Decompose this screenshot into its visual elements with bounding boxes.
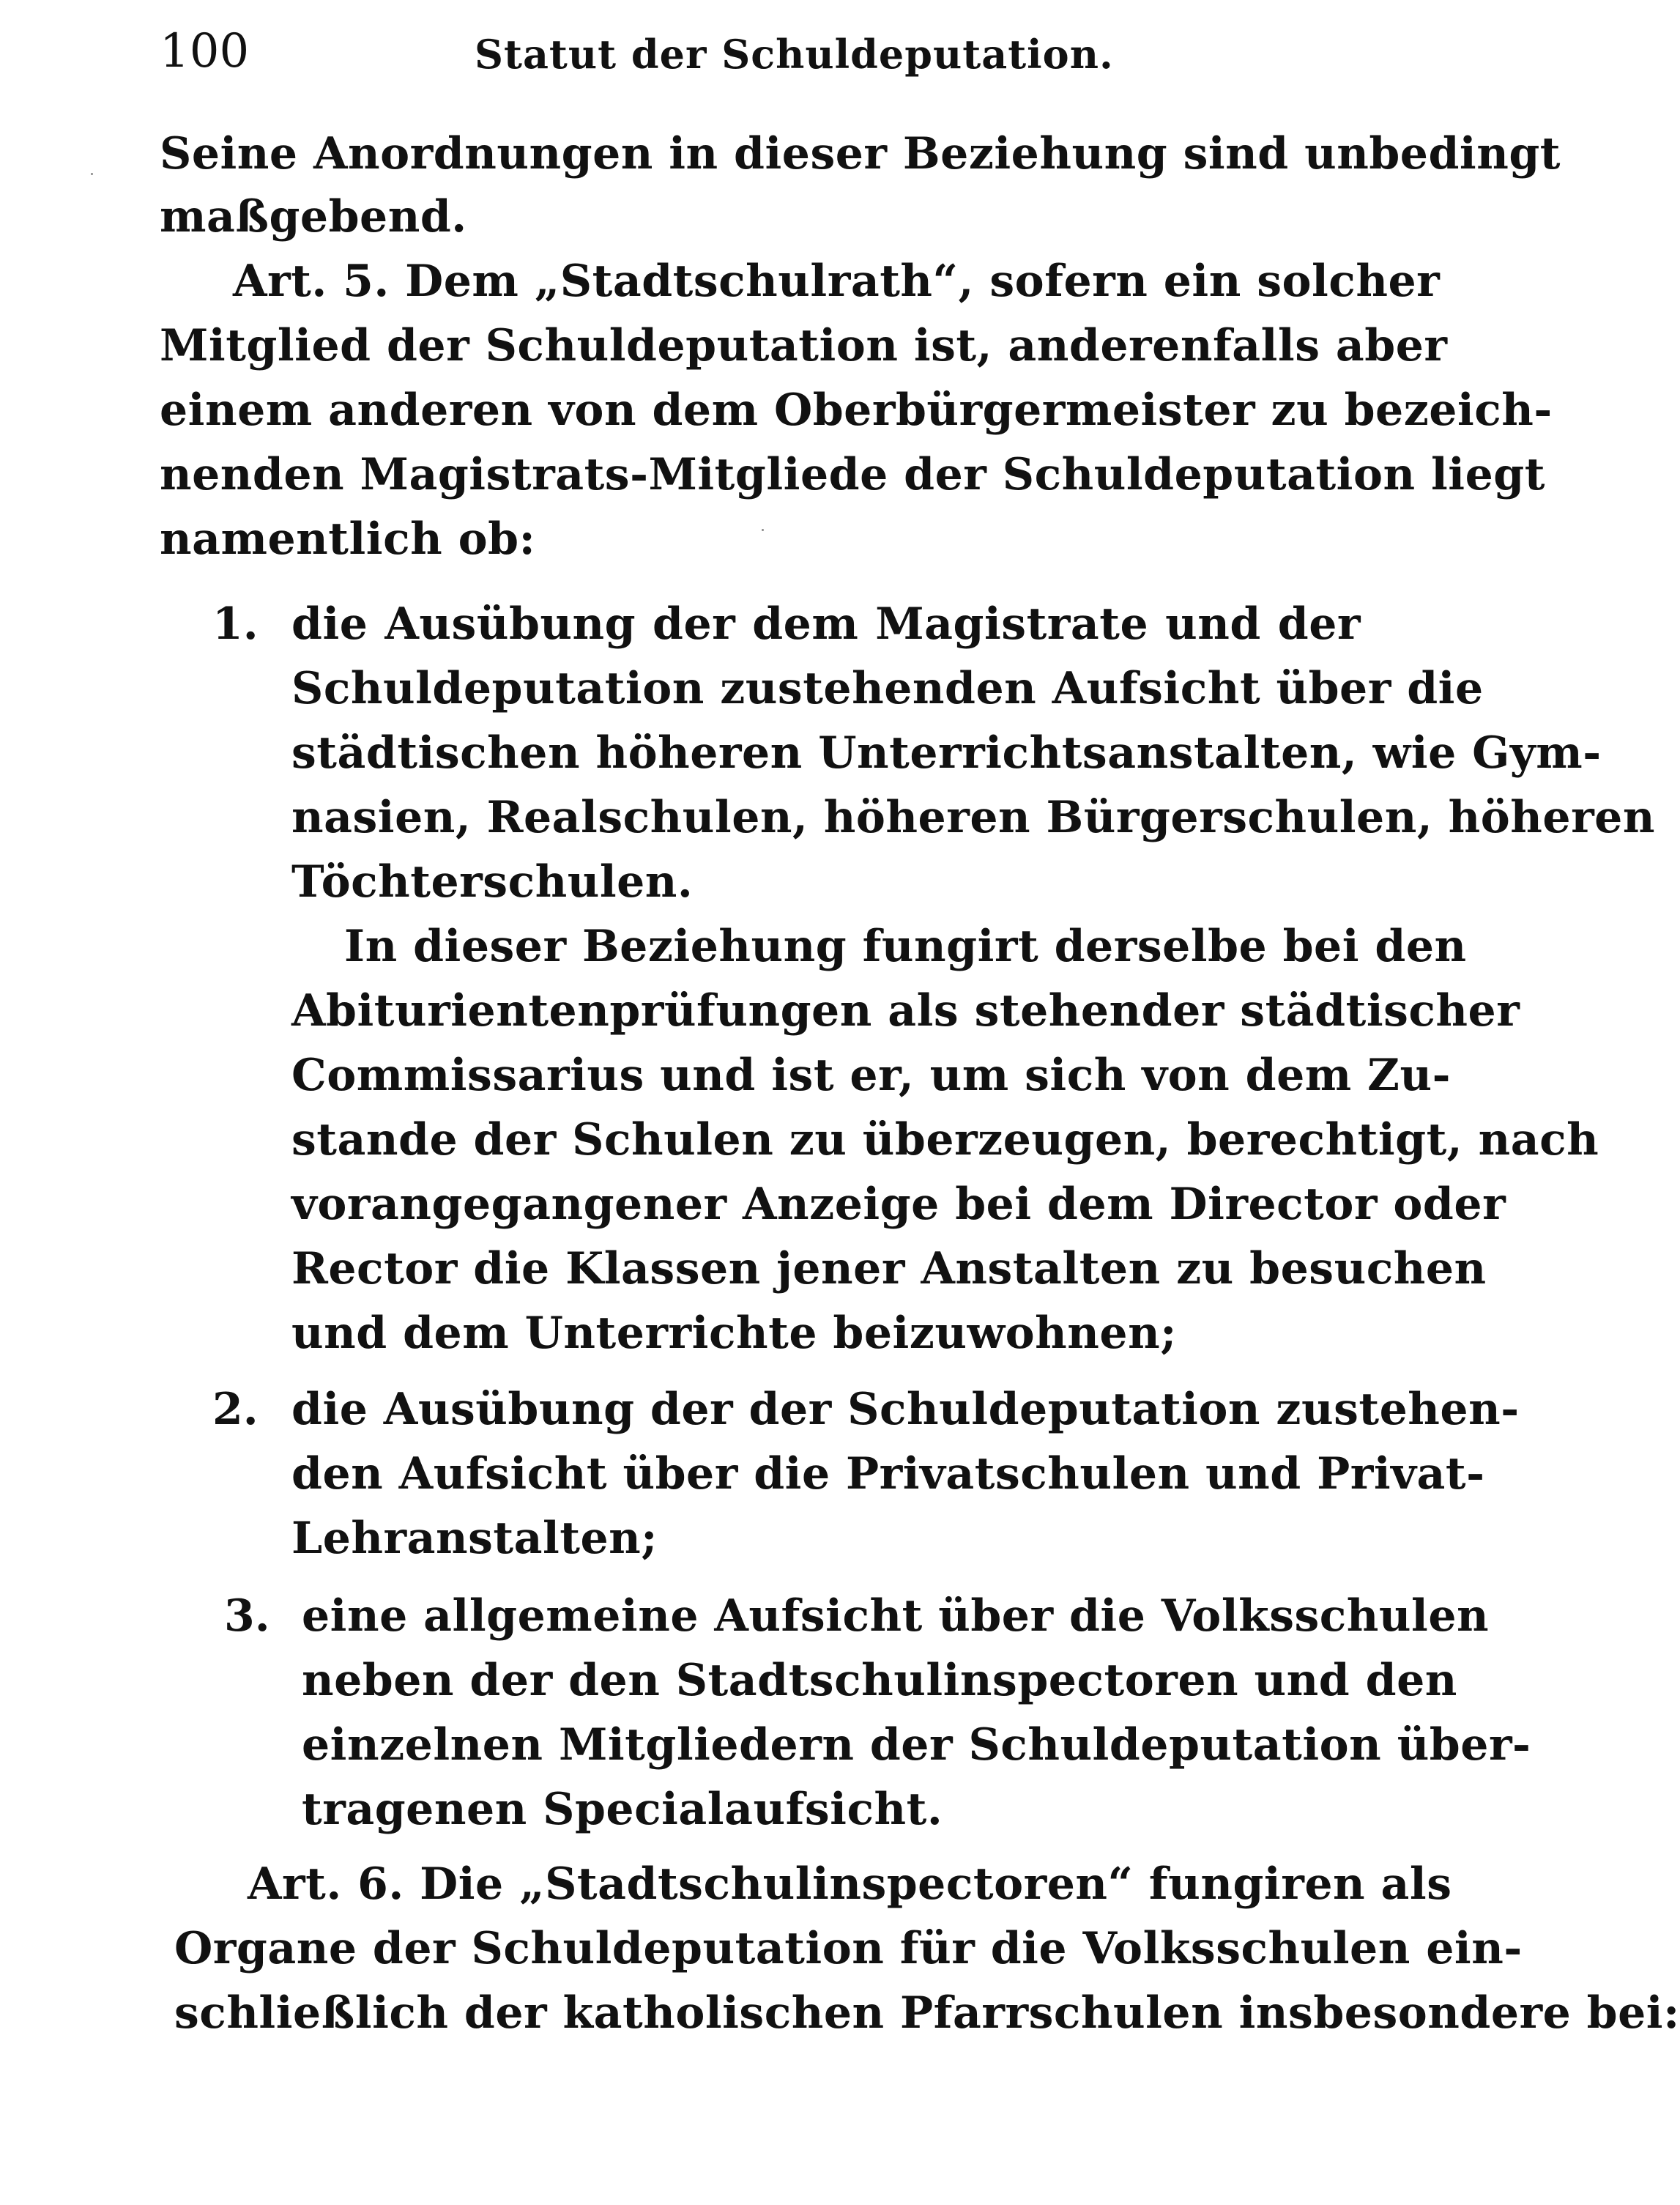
article-heading-line: Art. 6. Die „Stadtschulinspectoren“ fungiren als — [248, 1858, 1452, 1910]
list-number: 3. — [224, 1590, 270, 1642]
list-item-line: Commissarius und ist er, um sich von dem Zu- — [291, 1050, 1451, 1101]
text-line: Organe der Schuldeputation für die Volksschulen ein- — [174, 1923, 1523, 1974]
list-number: 2. — [212, 1384, 259, 1435]
list-item-line: tragenen Specialaufsicht. — [302, 1784, 943, 1835]
list-item-line: Lehranstalten; — [291, 1513, 658, 1564]
article-heading-line: Art. 5. Dem „Stadtschulrath“, sofern ein solcher — [233, 256, 1441, 307]
list-item-line: Töchterschulen. — [291, 856, 694, 908]
text-line: schließlich der katholischen Pfarrschulen insbesondere bei: — [174, 1987, 1680, 2039]
list-item-line: Rector die Klassen jener Anstalten zu besuchen — [291, 1243, 1487, 1294]
list-item-line: Schuldeputation zustehenden Aufsicht über die — [291, 663, 1484, 714]
text-line: einem anderen von dem Oberbürgermeister zu bezeich- — [160, 385, 1553, 436]
list-item-line: In dieser Beziehung fungirt derselbe bei den — [344, 921, 1467, 972]
list-item-line: und dem Unterrichte beizuwohnen; — [291, 1308, 1177, 1359]
list-item-line: neben der den Stadtschulinspectoren und den — [302, 1655, 1457, 1706]
text-line: maßgebend. — [160, 191, 467, 242]
list-number: 1. — [212, 598, 259, 650]
list-item-line: die Ausübung der dem Magistrate und der — [291, 598, 1361, 650]
print-speck — [91, 173, 93, 175]
text-line: namentlich ob: — [160, 514, 536, 565]
list-item-line: stande der Schulen zu überzeugen, berechtigt, nach — [291, 1114, 1599, 1166]
list-item-line: städtischen höheren Unterrichtsanstalten, wie Gym- — [291, 727, 1602, 779]
page-number: 100 — [160, 24, 250, 78]
text-line: nenden Magistrats-Mitgliede der Schuldeputation liegt — [160, 449, 1545, 500]
running-title: Statut der Schuldeputation. — [475, 31, 1114, 78]
list-item-line: eine allgemeine Aufsicht über die Volksschulen — [302, 1590, 1490, 1642]
list-item-line: die Ausübung der der Schuldeputation zustehen- — [291, 1384, 1520, 1435]
text-line: Seine Anordnungen in dieser Beziehung sind unbedingt — [160, 128, 1561, 179]
list-item-line: Abiturientenprüfungen als stehender städtischer — [291, 985, 1520, 1037]
list-item-line: einzelnen Mitgliedern der Schuldeputation über- — [302, 1719, 1531, 1771]
print-speck — [762, 529, 764, 531]
list-item-line: vorangegangener Anzeige bei dem Director oder — [291, 1179, 1506, 1230]
list-item-line: den Aufsicht über die Privatschulen und Privat- — [291, 1448, 1485, 1500]
text-line: Mitglied der Schuldeputation ist, anderenfalls aber — [160, 320, 1448, 371]
list-item-line: nasien, Realschulen, höheren Bürgerschulen, höheren — [291, 792, 1655, 843]
